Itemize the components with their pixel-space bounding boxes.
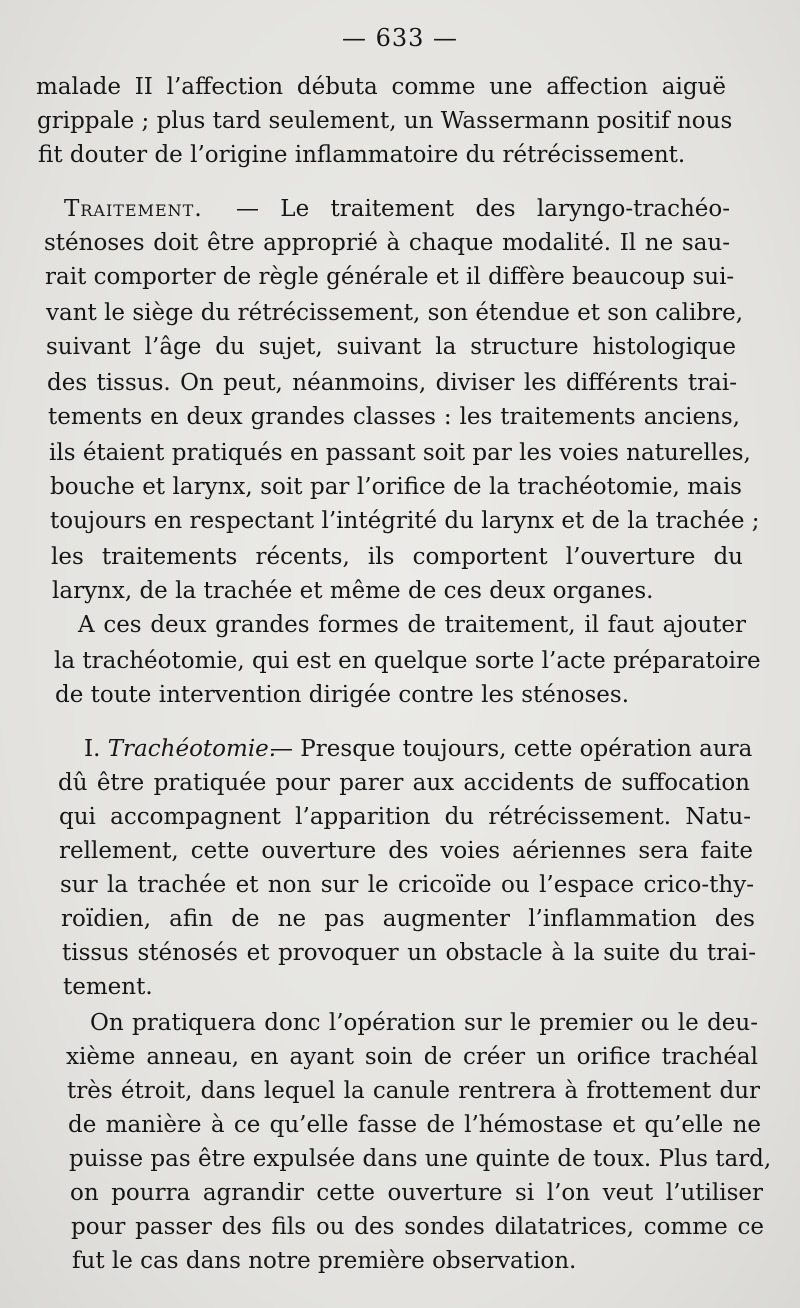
text-line: malade II l’affection débuta comme une affection aiguë — [36, 74, 726, 100]
text-line: grippale ; plus tard seulement, un Wassermann positif nous — [37, 108, 733, 134]
text-line: pour passer des fils ou des sondes dilatatrices, comme ce — [71, 1214, 764, 1240]
text-line: larynx, de la trachée et même de ces deux organes. — [52, 578, 654, 604]
text-line: suivant l’âge du sujet, suivant la structure histologique — [46, 334, 736, 360]
text-line: sur la trachée et non sur le cricoïde ou l’espace crico-thy- — [60, 872, 754, 898]
page-number: — 633 — — [341, 24, 459, 52]
text-line: bouche et larynx, soit par l’orifice de la trachéotomie, mais — [50, 474, 742, 500]
text-line: sténoses doit être approprié à chaque modalité. Il ne sau- — [44, 230, 730, 256]
text-line: fut le cas dans notre première observation. — [72, 1248, 577, 1274]
text-line: puisse pas être expulsée dans une quinte de toux. Plus tard, — [69, 1146, 772, 1172]
text-line: toujours en respectant l’intégrité du larynx et de la trachée ; — [50, 508, 760, 534]
section-number: I. — [84, 736, 101, 762]
text-line: on pourra agrandir cette ouverture si l’on veut l’utiliser — [70, 1180, 763, 1206]
text-line: rellement, cette ouverture des voies aériennes sera faite — [59, 838, 753, 864]
text-line: tements en deux grandes classes : les traitements anciens, — [48, 404, 740, 430]
text-line: les traitements récents, ils comportent l’ouverture du — [51, 544, 743, 570]
text-line: A ces deux grandes formes de traitement, il faut ajouter — [78, 612, 746, 638]
text-line: très étroit, dans lequel la canule rentrera à frottement dur — [67, 1078, 760, 1104]
heading-text: Trachéotomie. — [107, 736, 277, 762]
text-line: ils étaient pratiqués en passant soit par les voies naturelles, — [49, 440, 751, 466]
text-line: On pratiquera donc l’opération sur le premier ou le deu- — [90, 1010, 758, 1036]
text-line: dû être pratiquée pour parer aux accidents de suffocation — [58, 770, 750, 796]
text-line: xième anneau, en ayant soin de créer un orifice trachéal — [66, 1044, 758, 1070]
heading-text: Traitement. — [64, 196, 203, 222]
text-line: rait comporter de règle générale et il diffère beaucoup sui- — [45, 264, 735, 290]
text-line: qui accompagnent l’apparition du rétrécissement. Natu- — [59, 804, 751, 830]
text-line: fit douter de l’origine inflammatoire du rétrécissement. — [38, 142, 686, 168]
text-line: roïdien, afin de ne pas augmenter l’inflammation des — [61, 906, 755, 932]
text-line: des tissus. On peut, néanmoins, diviser les différents trai- — [47, 370, 737, 396]
text-line: tement. — [63, 974, 153, 1000]
text-line: vant le siège du rétrécissement, son étendue et son calibre, — [46, 300, 744, 326]
text-line: — Le traitement des laryngo-trachéo- — [236, 196, 730, 222]
text-line: tissus sténosés et provoquer un obstacle à la suite du trai- — [62, 940, 756, 966]
section-heading-traitement — [64, 192, 264, 226]
text-line: la trachéotomie, qui est en quelque sorte l’acte préparatoire — [54, 648, 761, 674]
text-line: de manière à ce qu’elle fasse de l’hémostase et qu’elle ne — [68, 1112, 761, 1138]
text-line: de toute intervention dirigée contre les sténoses. — [55, 682, 630, 708]
text-line: — Presque toujours, cette opération aura — [270, 736, 753, 762]
